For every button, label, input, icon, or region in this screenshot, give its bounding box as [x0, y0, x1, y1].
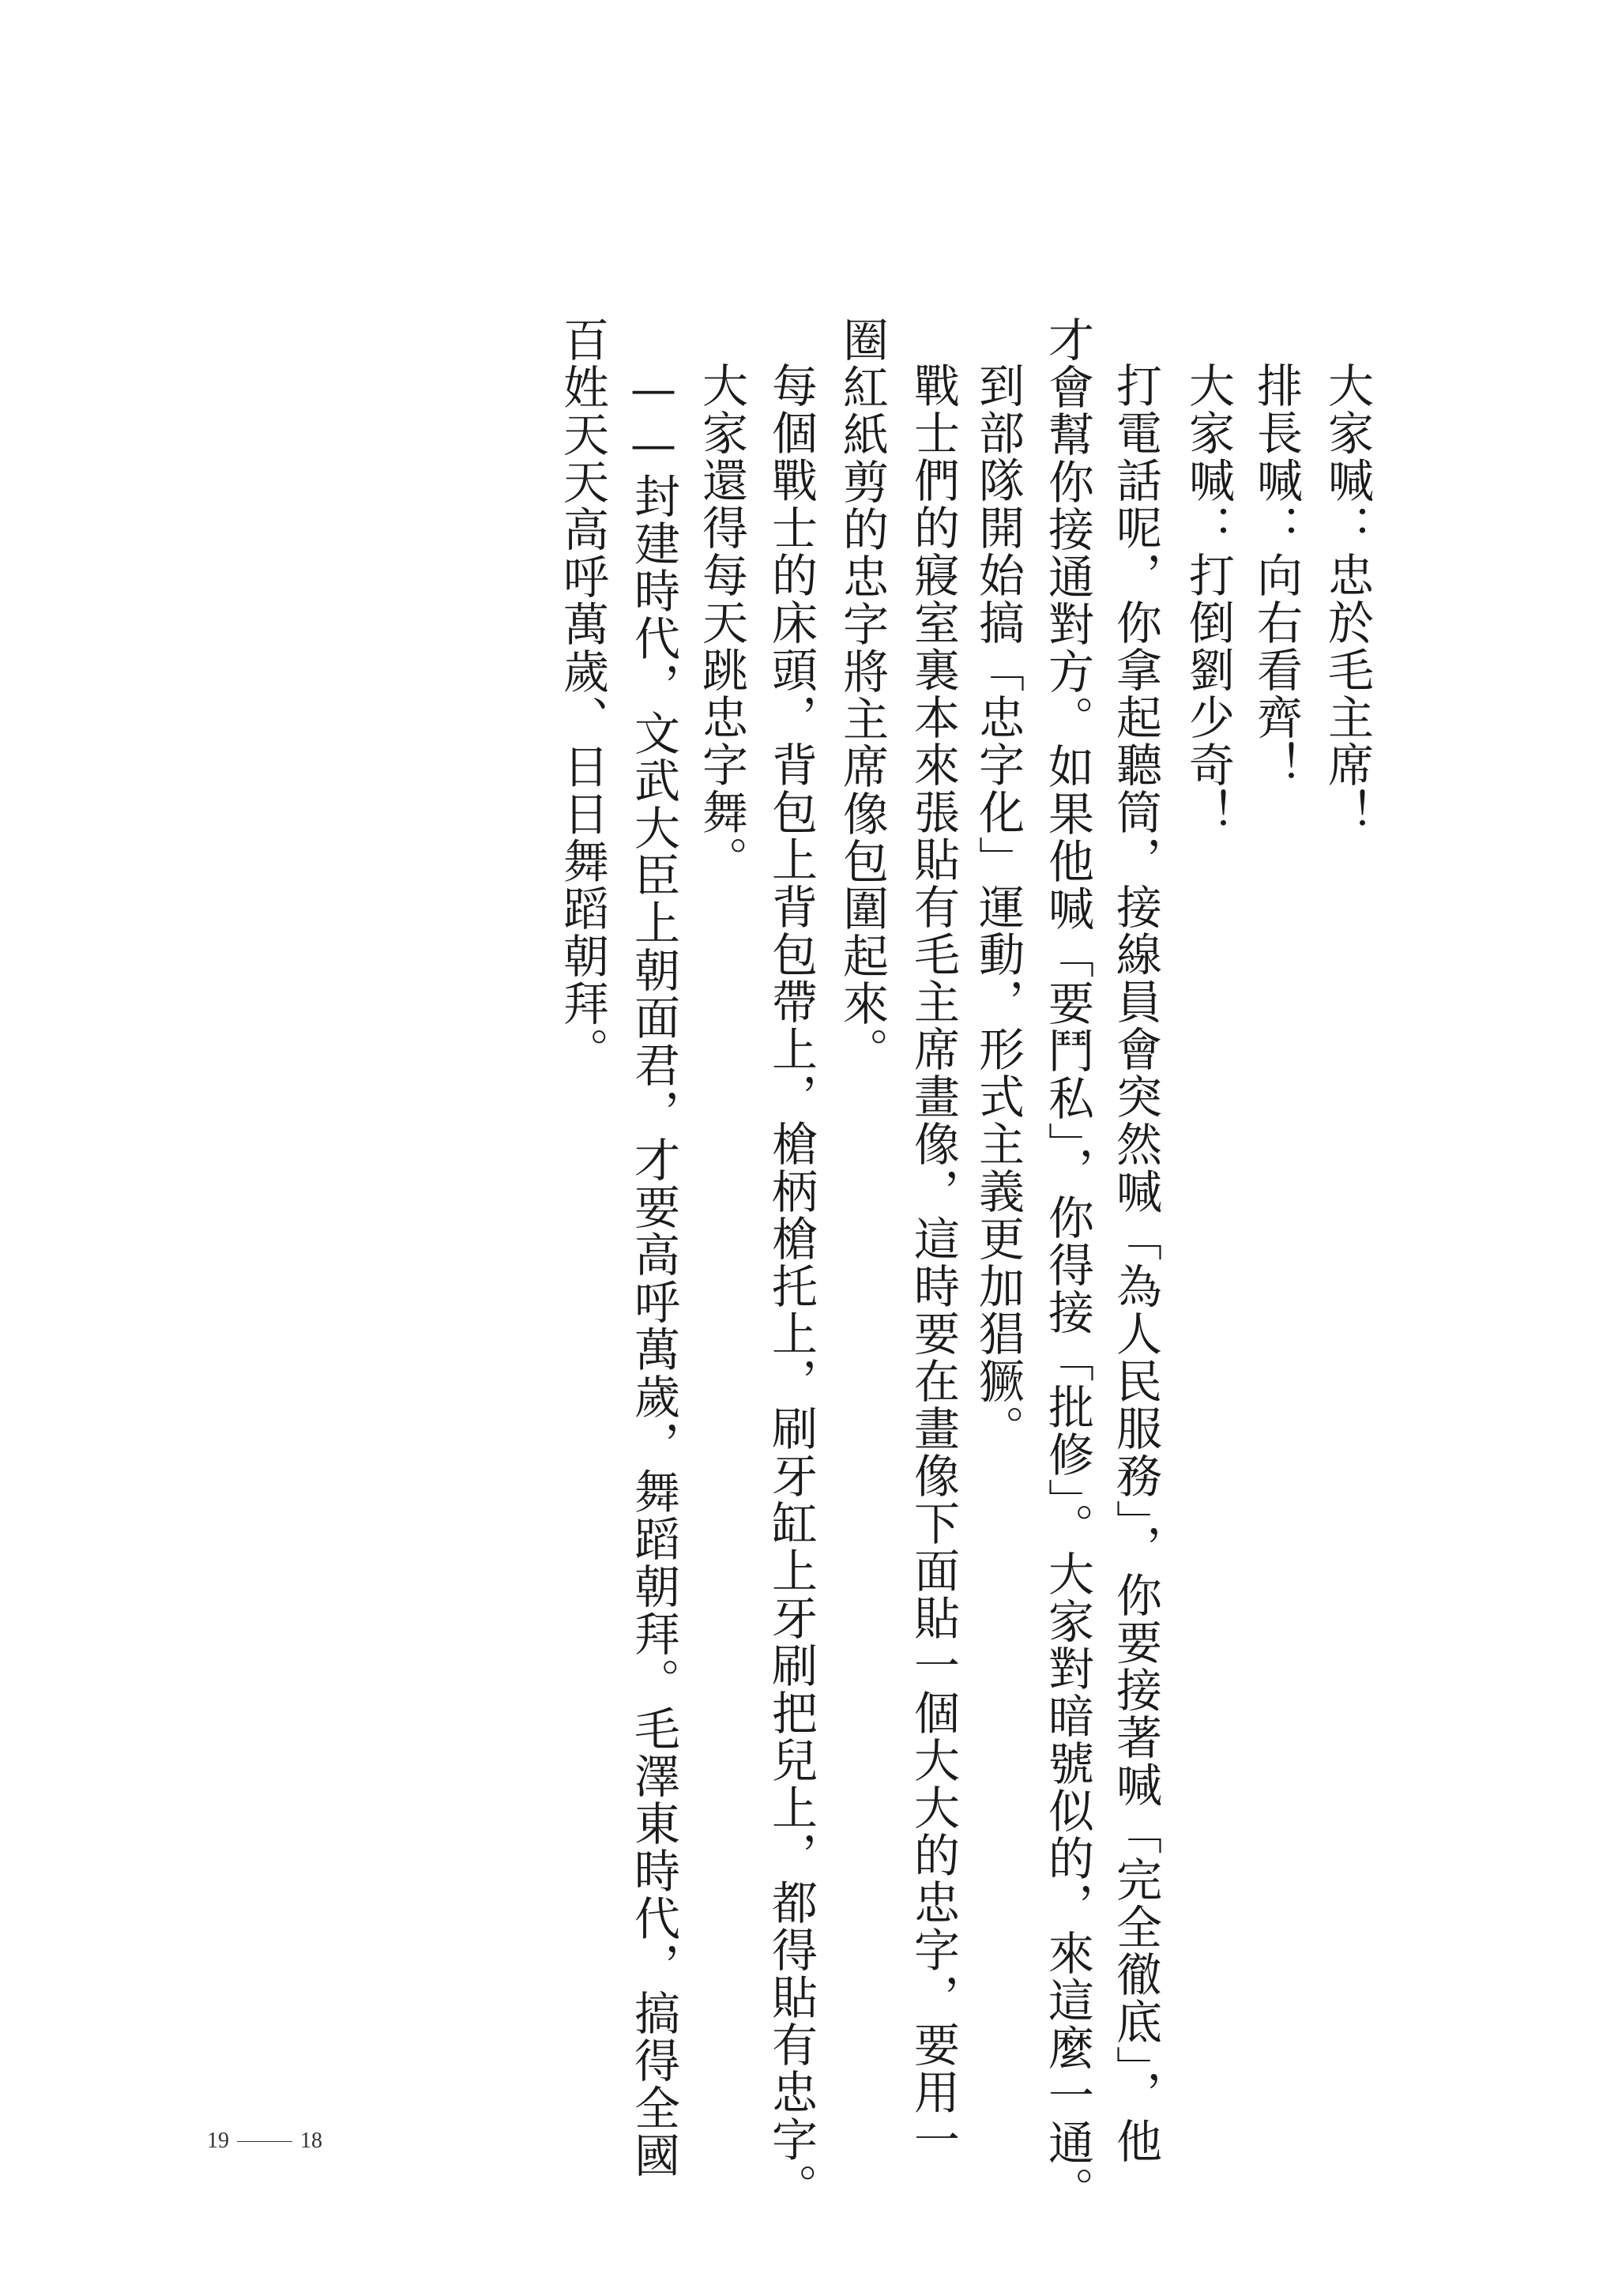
- text-line-6: 到部隊開始搞「忠字化」運動，形式主義更加猖獗。: [971, 362, 1025, 1452]
- folio-left-number: 19: [207, 2129, 229, 2153]
- text-line-1: 大家喊：忠於毛主席！: [1320, 362, 1374, 836]
- text-line-11: ——封建時代，文武大臣上朝面君，才要高呼萬歲，舞蹈朝拜。毛澤東時代，搞得全國: [627, 362, 680, 2179]
- text-line-8: 圈紅紙剪的忠字將主席像包圍起來。: [835, 316, 889, 1075]
- folio-rule: [237, 2141, 292, 2142]
- text-line-2: 排長喊：向右看齊！: [1249, 362, 1303, 789]
- text-line-5: 才會幫你接通對方。如果他喊「要鬥私」，你得接「批修」。大家對暗號似的，來這麼一通。: [1040, 316, 1094, 2214]
- text-line-3: 大家喊：打倒劉少奇！: [1181, 362, 1235, 836]
- text-line-9: 每個戰士的床頭，背包上背包帶上，槍柄槍托上，刷牙缸上牙刷把兒上，都得貼有忠字。: [764, 362, 818, 2211]
- text-line-10: 大家還得每天跳忠字舞。: [694, 362, 748, 883]
- folio-right-number: 18: [300, 2129, 322, 2153]
- text-line-4: 打電話呢，你拿起聽筒，接線員會突然喊「為人民服務」，你要接著喊「完全徹底」，他: [1108, 362, 1162, 2165]
- text-line-7: 戰士們的寢室裏本來張貼有毛主席畫像，這時要在畫像下面貼一個大大的忠字，要用一: [906, 362, 960, 2163]
- page-folio: [207, 2129, 322, 2154]
- text-line-12: 百姓天天高呼萬歲、日日舞蹈朝拜。: [555, 316, 609, 1075]
